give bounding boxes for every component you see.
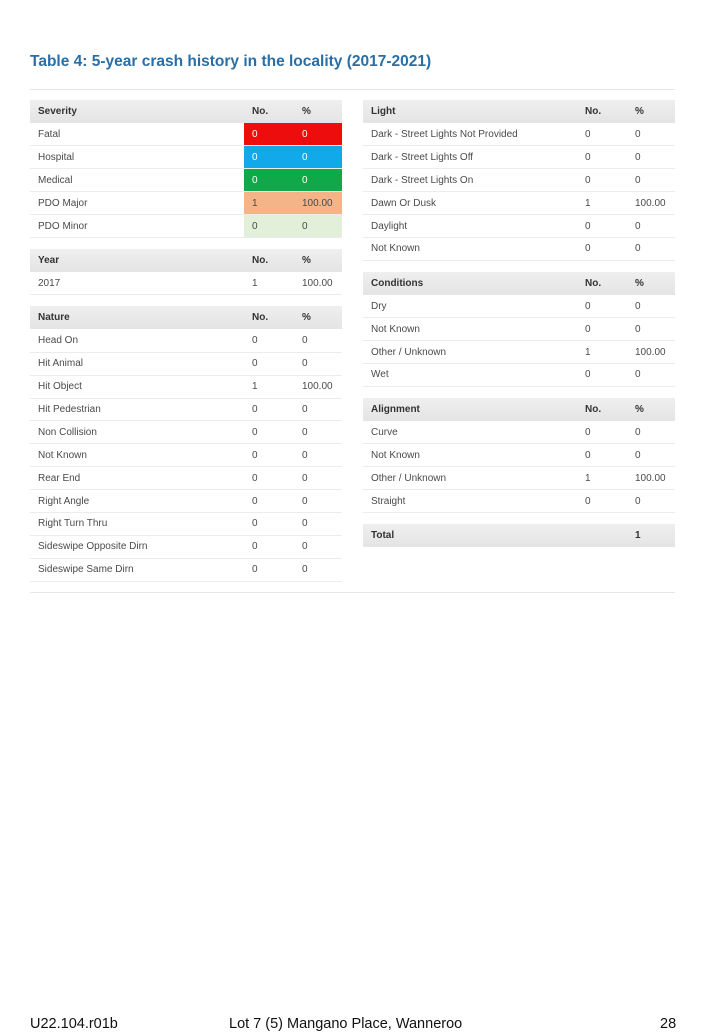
row-percent: 0 [627,215,675,238]
header-category: Severity [30,100,244,123]
table-row [363,421,675,444]
table-row [30,329,342,352]
row-percent: 0 [294,352,342,375]
row-count: 1 [244,375,294,398]
row-count: 0 [244,421,294,444]
row-count: 0 [577,490,627,513]
row-label: Dark - Street Lights Not Provided [363,123,577,146]
row-count: 0 [244,490,294,513]
row-count: 0 [244,535,294,558]
table-row [30,535,342,558]
row-percent: 0 [294,490,342,513]
header-count: No. [244,100,294,123]
header-category: Conditions [363,272,577,295]
row-label: Hit Object [30,375,244,398]
alignment-table [363,398,675,513]
row-percent: 0 [294,512,342,535]
header-category: Year [30,249,244,272]
row-percent: 100.00 [627,192,675,215]
row-count: 0 [244,398,294,421]
row-label: Right Angle [30,490,244,513]
row-count: 0 [577,421,627,444]
row-percent: 0 [627,123,675,146]
table-row [30,192,342,215]
row-count: 0 [577,295,627,318]
conditions-table [363,272,675,387]
table-row [30,558,342,581]
row-percent: 0 [294,421,342,444]
row-percent: 0 [294,444,342,467]
row-label: Sideswipe Same Dirn [30,558,244,581]
row-label: Not Known [363,237,577,260]
header-category: Light [363,100,577,123]
header-percent: % [627,100,675,123]
header-count: No. [577,272,627,295]
header-count: No. [577,398,627,421]
row-percent: 100.00 [294,272,342,295]
row-label: Other / Unknown [363,341,577,364]
row-count: 0 [577,123,627,146]
row-label: Dark - Street Lights Off [363,146,577,169]
row-label: Daylight [363,215,577,238]
row-percent: 0 [627,490,675,513]
right-column [363,100,675,547]
row-percent: 0 [294,398,342,421]
row-percent: 100.00 [294,375,342,398]
row-label: Dark - Street Lights On [363,169,577,192]
table-header [30,100,342,123]
header-percent: % [627,272,675,295]
table-row [30,272,342,295]
footer-doc-ref: U22.104.r01b [30,1016,118,1032]
row-label: Hit Animal [30,352,244,375]
row-label: Right Turn Thru [30,512,244,535]
row-label: Not Known [30,444,244,467]
row-count: 1 [577,192,627,215]
row-label: Dawn Or Dusk [363,192,577,215]
row-label: Straight [363,490,577,513]
header-percent: % [294,306,342,329]
row-percent: 0 [627,295,675,318]
table-header [363,398,675,421]
row-count: 0 [244,329,294,352]
light-table [363,100,675,261]
row-count: 0 [577,237,627,260]
total-value: 1 [627,524,675,547]
table-row [363,192,675,215]
table-header [363,272,675,295]
row-percent: 0 [627,146,675,169]
row-label: Other / Unknown [363,467,577,490]
total-row [363,524,675,547]
row-label: Sideswipe Opposite Dirn [30,535,244,558]
row-label: Medical [30,169,244,192]
row-label: Rear End [30,467,244,490]
header-percent: % [627,398,675,421]
table-row [363,295,675,318]
row-count: 0 [577,215,627,238]
row-label: Curve [363,421,577,444]
row-percent: 0 [294,535,342,558]
footer-page-number: 28 [660,1016,677,1032]
row-count: 0 [244,512,294,535]
row-count: 0 [244,444,294,467]
row-count: 0 [577,146,627,169]
row-label: Not Known [363,444,577,467]
row-percent: 0 [294,558,342,581]
row-label: Head On [30,329,244,352]
table-row [363,467,675,490]
table-row [30,512,342,535]
row-percent: 100.00 [627,467,675,490]
table-row [30,398,342,421]
row-count: 0 [244,123,294,146]
table-row [363,444,675,467]
row-label: Not Known [363,318,577,341]
row-count: 0 [244,467,294,490]
table-row [363,169,675,192]
table-row [363,364,675,387]
table-header [30,306,342,329]
row-count: 0 [244,352,294,375]
table-row [30,123,342,146]
table-caption: Table 4: 5-year crash history in the locality (2017-2021) [30,53,432,70]
row-label: PDO Minor [30,215,244,238]
row-label: Hit Pedestrian [30,398,244,421]
row-percent: 100.00 [627,341,675,364]
table-row [363,237,675,260]
header-category: Alignment [363,398,577,421]
row-count: 0 [244,215,294,238]
table-row [30,444,342,467]
header-category: Nature [30,306,244,329]
year-table [30,249,342,295]
row-percent: 0 [294,467,342,490]
row-percent: 0 [294,123,342,146]
row-percent: 0 [294,146,342,169]
bottom-divider [30,592,675,593]
nature-table [30,306,342,581]
row-percent: 0 [627,237,675,260]
table-row [30,215,342,238]
row-percent: 0 [627,318,675,341]
total-label: Total [363,524,577,547]
row-percent: 0 [294,215,342,238]
row-label: Non Collision [30,421,244,444]
row-count: 1 [244,192,294,215]
row-label: PDO Major [30,192,244,215]
header-count: No. [577,100,627,123]
row-count: 0 [577,364,627,387]
row-percent: 100.00 [294,192,342,215]
table-header [363,100,675,123]
table-header [30,249,342,272]
row-count: 0 [244,558,294,581]
severity-table [30,100,342,238]
total-table [363,524,675,547]
row-percent: 0 [627,444,675,467]
row-count: 1 [577,467,627,490]
row-label: Fatal [30,123,244,146]
row-label: Wet [363,364,577,387]
table-row [30,467,342,490]
left-column [30,100,342,582]
table-row [363,318,675,341]
table-row [363,146,675,169]
row-percent: 0 [627,364,675,387]
header-count: No. [244,306,294,329]
table-row [363,123,675,146]
row-label: Hospital [30,146,244,169]
table-row [30,352,342,375]
row-label: Dry [363,295,577,318]
row-count: 0 [244,169,294,192]
row-count: 0 [577,169,627,192]
table-row [363,490,675,513]
header-percent: % [294,100,342,123]
row-percent: 0 [627,421,675,444]
top-divider [30,89,675,90]
header-count: No. [244,249,294,272]
header-percent: % [294,249,342,272]
table-row [30,490,342,513]
table-row [363,215,675,238]
table-row [363,341,675,364]
row-count: 0 [244,146,294,169]
row-count: 1 [244,272,294,295]
row-percent: 0 [294,329,342,352]
footer-project: Lot 7 (5) Mangano Place, Wanneroo [229,1016,463,1032]
row-count: 1 [577,341,627,364]
row-label: 2017 [30,272,244,295]
table-row [30,146,342,169]
row-percent: 0 [627,169,675,192]
table-row [30,421,342,444]
row-percent: 0 [294,169,342,192]
table-row [30,169,342,192]
row-count: 0 [577,318,627,341]
row-count: 0 [577,444,627,467]
table-row [30,375,342,398]
